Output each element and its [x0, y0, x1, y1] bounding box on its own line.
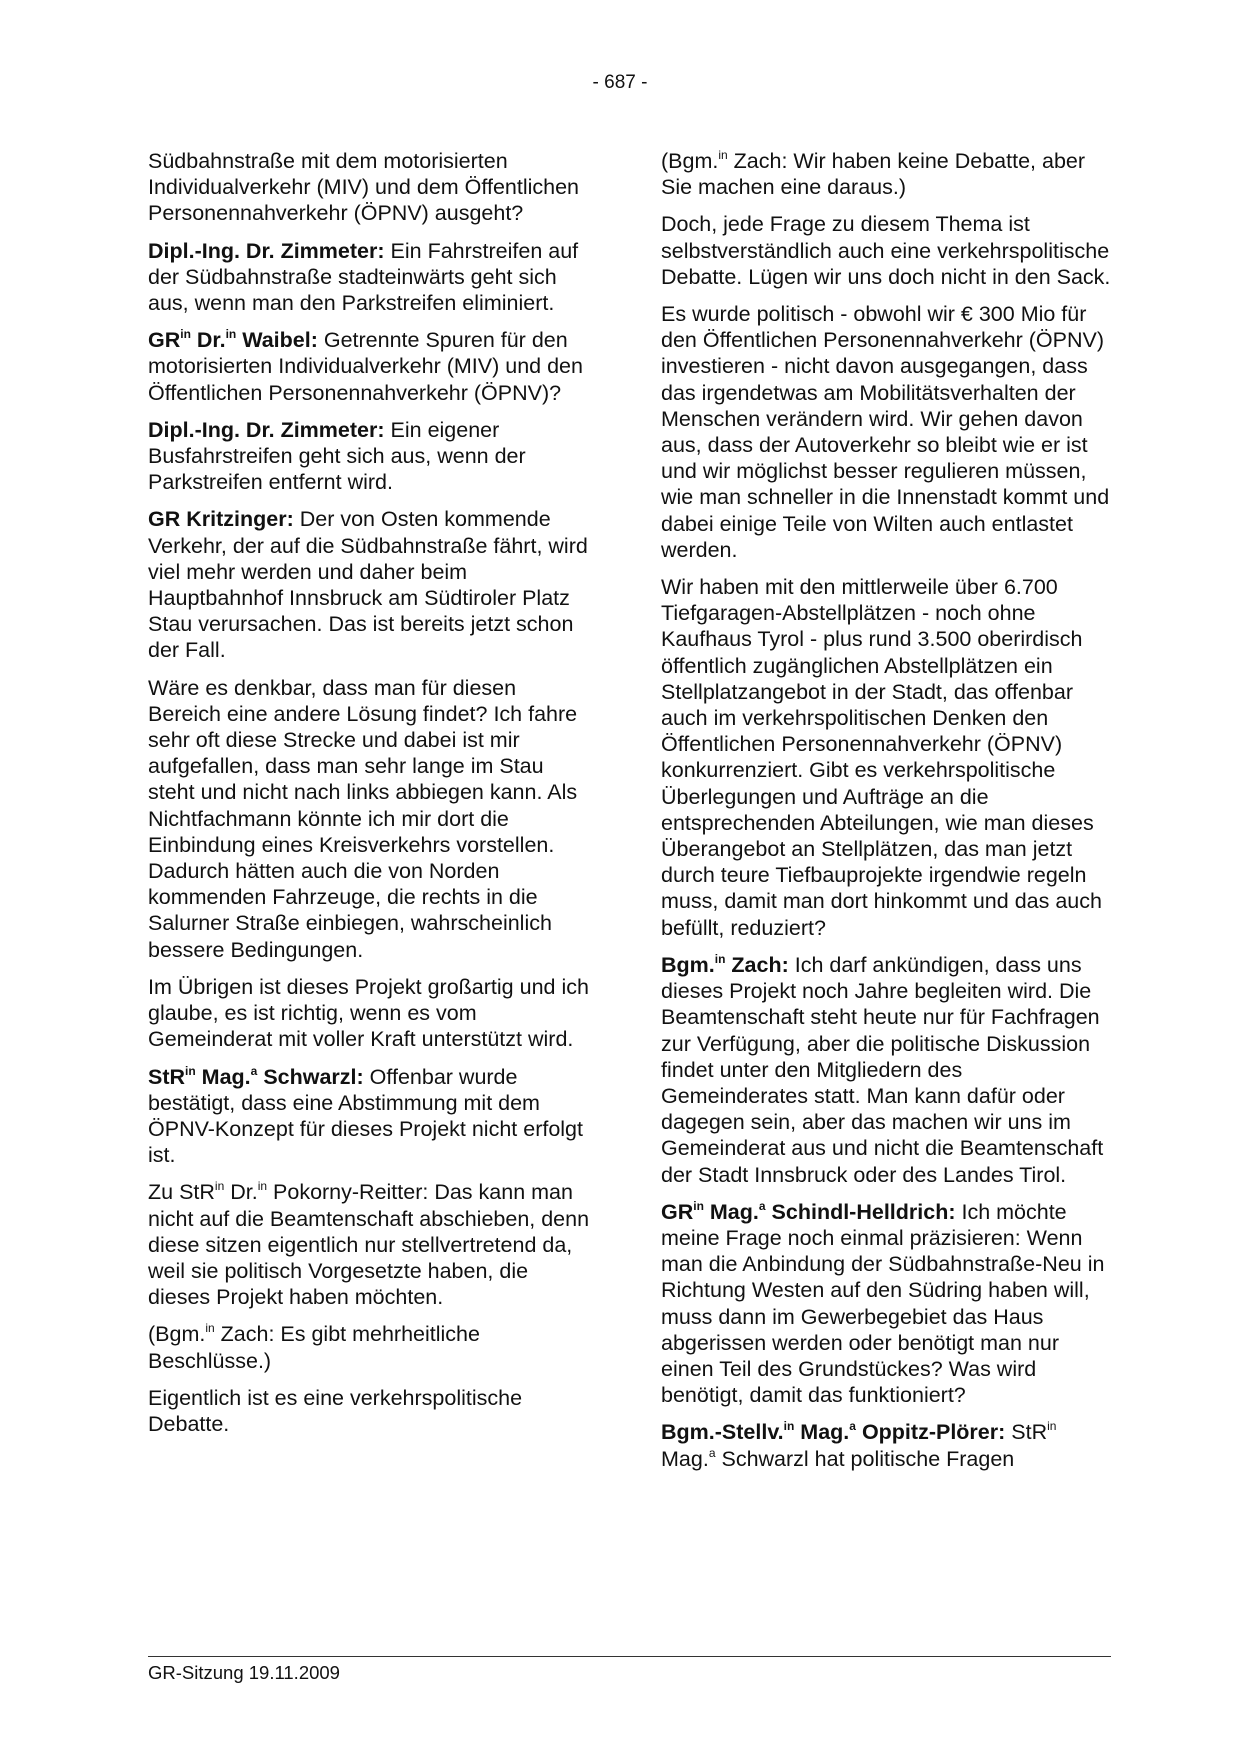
paragraph: (Bgm.$^{in}$ Zach: Wir haben keine Debatte, aber Sie machen eine daraus.): [661, 148, 1086, 200]
page-number: - 687 -: [592, 72, 648, 93]
paragraph: Dipl.-Ing. Dr. Zimmeter: Ein Fahrstreifen auf der Südbahnstraße stadteinwärts geht sich aus, wenn man den Parkstreifen eliminiert.: [148, 238, 579, 316]
paragraph: GR Kritzinger: Der von Osten kommende Verkehr, der auf die Südbahnstraße fährt, wird viel mehr werden und daher beim Hauptbahnhof Innsbruck am Südtiroler Platz Stau verursachen. Das ist bereits jetzt schon der Fall.: [148, 507, 588, 663]
paragraph: StR$^{in}$ Mag.$^a$ Schwarzl: Offenbar wurde bestätigt, dass eine Abstimmung mit dem ÖPNV-Konzept für dieses Projekt nicht erfolgt ist.: [148, 1063, 583, 1168]
footer-divider: [148, 1656, 1111, 1657]
speaker-name: Bgm.-Stellv.$^{in}$ Mag.$^a$ Oppitz-Plörer:: [661, 1419, 1006, 1445]
speaker-name: $GR^{in}$ Mag.$^a$ Schindl-Helldrich:: [661, 1198, 956, 1224]
paragraph: Doch, jede Frage zu diesem Thema ist selbstverständlich auch eine verkehrspolitische Debatte. Lügen wir uns doch nicht in den Sack.: [661, 212, 1111, 289]
paragraph: Wir haben mit den mittlerweile über 6.700 Tiefgaragen-Abstellplätzen - noch ohne Kaufhaus Tyrol - plus rund 3.500 oberirdisch öffentlich zugänglichen Abstellplätzen ein Stellplatzangebot in der Stadt, das offenbar auch im verkehrspolitischen Denken den Öffentlichen Personennahverkehr (ÖPNV) konkurrenziert. Gibt es verkehrspolitische Überlegungen und Aufträge an die entsprechenden Abteilungen, wie man dieses Überangebot an Stellplätzen, das man jetzt durch teure Tiefbauprojekte irgendwie regeln muss, damit man dort hinkommt und das auch befüllt, reduziert?: [661, 575, 1102, 940]
speaker-name: Bgm.$^{in}$ Zach:: [661, 951, 789, 977]
speaker-name: $GR^{in}$ Dr.$^{in}$ Waibel:: [148, 327, 318, 353]
footer-text: GR-Sitzung 19.11.2009: [148, 1662, 340, 1683]
paragraph: Südbahnstraße mit dem motorisierten Individualverkehr (MIV) und dem Öffentlichen Personennahverkehr (ÖPNV) ausgeht?: [148, 149, 580, 226]
paragraph: Im Übrigen ist dieses Projekt großartig und ich glaube, es ist richtig, wenn es vom Gemeinderat mit voller Kraft unterstützt wird.: [148, 974, 589, 1052]
paragraph: Bgm.-Stellv.$^{in}$ Mag.$^a$ Oppitz-Plörer: StR$^{in}$ Mag.$^a$ Schwarzl hat politische Fragen: [661, 1419, 1057, 1471]
paragraph: Wäre es denkbar, dass man für diesen Bereich eine andere Lösung findet? Ich fahre sehr oft diese Strecke und dabei ist mir aufgefallen, dass man sehr lange im Stau steht und nicht nach links abbiegen kann. Als Nichtfachmann könnte ich mir dort die Einbindung eines Kreisverkehrs vorstellen. Dadurch hätten auch die von Norden kommenden Fahrzeuge, die rechts in die Salurner Straße einbiegen, wahrscheinlich bessere Bedingungen.: [148, 675, 578, 962]
paragraph: (Bgm.$^{in}$ Zach: Es gibt mehrheitliche Beschlüsse.): [148, 1321, 480, 1373]
paragraph: Zu StR$^{in}$ Dr.$^{in}$ Pokorny-Reitter: Das kann man nicht auf die Beamtenschaft abschieben, denn diese sitzen eigentlich nur stellvertretend da, weil sie politisch Vorgesetzte haben, die dieses Projekt haben möchten.: [148, 1179, 590, 1310]
speaker-name: Dipl.-Ing. Dr. Zimmeter:: [148, 417, 385, 442]
paragraph: Es wurde politisch - obwohl wir € 300 Mio für den Öffentlichen Personennahverkehr (ÖPNV) investieren - nicht davon ausgegangen, dass das irgendetwas am Mobilitätsverhalten der Menschen verändern wird. Wir gehen davon aus, dass der Autoverkehr so bleibt wie er ist und wir möglichst besser regulieren müssen, wie man schneller in die Innenstadt kommt und dabei einige Teile von Wilten auch entlastet werden.: [661, 302, 1110, 562]
paragraph: $GR^{in}$ Mag.$^a$ Schindl-Helldrich: Ich möchte meine Frage noch einmal präzisieren: Wenn man die Anbindung der Südbahnstraße-Neu in Richtung Westen auf den Südring haben will, muss dann im Gewerbegebiet das Haus abgerissen werden oder benötigt man nur einen Teil des Grundstückes? Was wird benötigt, damit das funktioniert?: [661, 1198, 1105, 1408]
left-column: [148, 148, 593, 1448]
paragraph: $GR^{in}$ Dr.$^{in}$ Waibel: Getrennte Spuren für den motorisierten Individualverkehr (MIV) und den Öffentlichen Personennahverkehr (ÖPNV)?: [148, 327, 583, 405]
speaker-name: Dipl.-Ing. Dr. Zimmeter:: [148, 238, 385, 263]
paragraph: Eigentlich ist es eine verkehrspolitische Debatte.: [148, 1385, 523, 1436]
paragraph: Bgm.$^{in}$ Zach: Ich darf ankündigen, dass uns dieses Projekt noch Jahre begleiten wird. Die Beamtenschaft steht heute nur für Fachfragen zur Verfügung, aber die politische Diskussion findet unter den Mitgliedern des Gemeinderates statt. Man kann dafür oder dagegen sein, aber das machen wir uns im Gemeinderat aus und nicht die Beamtenschaft der Stadt Innsbruck oder des Landes Tirol.: [661, 951, 1104, 1187]
right-column: [661, 148, 1111, 1483]
speaker-name: StR$^{in}$ Mag.$^a$ Schwarzl:: [148, 1063, 364, 1089]
paragraph: Dipl.-Ing. Dr. Zimmeter: Ein eigener Busfahrstreifen geht sich aus, wenn der Parkstreifen entfernt wird.: [148, 417, 526, 495]
speaker-name: GR Kritzinger:: [148, 507, 294, 532]
